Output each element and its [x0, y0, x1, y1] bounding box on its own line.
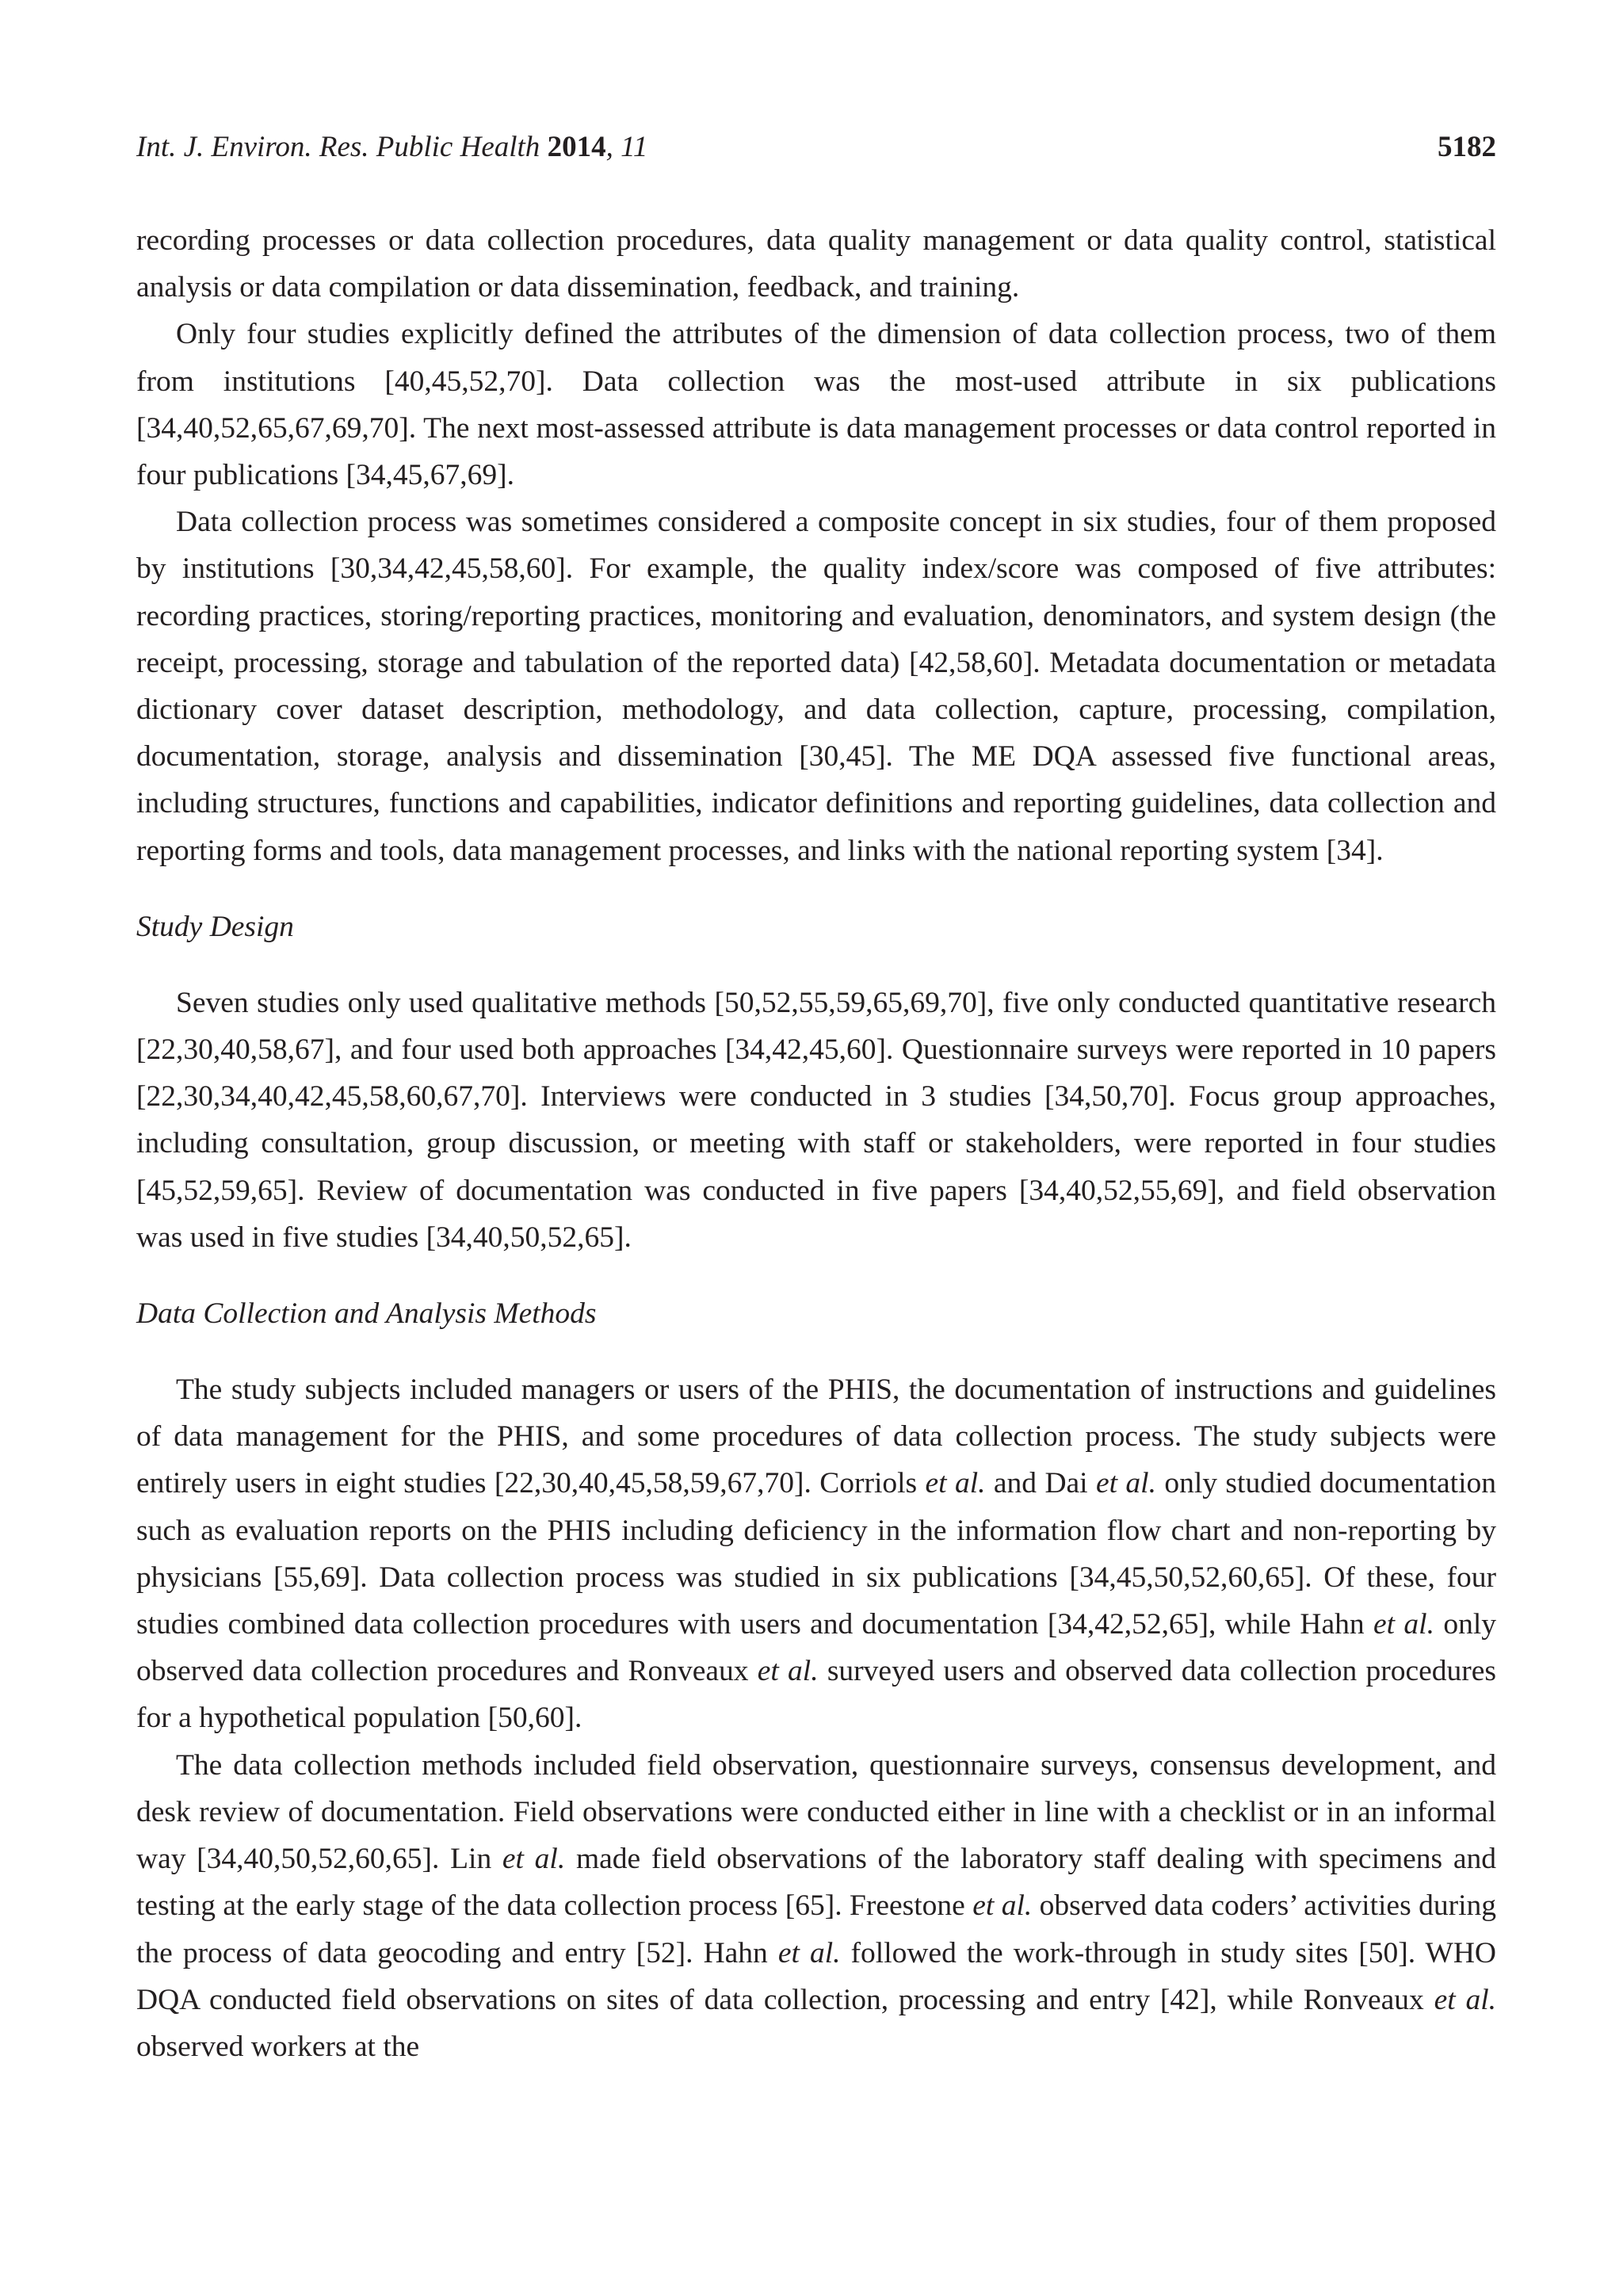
text-segment: only studied documentation such as evaluation reports on the PHIS including deficiency in the information flow chart and non-reporting by physicians [55,69]. Data collection process was studied in six publications [34,45,50,52,60,65]. Of these, four studies combined data collection procedures with users and documentation [34,42,52,65], while Hahn — [136, 1467, 1496, 1641]
paragraph-continuation: recording processes or data collection procedures, data quality management or data quality control, statistical analysis or data compilation or data dissemination, feedback, and training. — [136, 224, 1496, 304]
et-al-text: et al. — [925, 1467, 986, 1500]
text-segment: observed data coders’ activities during the process of data geocoding and entry [52]. Hahn — [136, 1889, 1496, 1969]
et-al-text: et al. — [1095, 1467, 1156, 1500]
et-al-text: et al. — [777, 1936, 841, 1969]
page-number: 5182 — [1438, 131, 1496, 163]
text-segment: and Dai — [985, 1467, 1096, 1500]
et-al-text: et al. — [502, 1843, 566, 1876]
text-segment: observed workers at the — [136, 2030, 420, 2063]
et-al-text: et al. — [1434, 1983, 1496, 2016]
paragraph-composite-concept: Data collection process was sometimes considered a composite concept in six studies, four of them proposed by institutions [30,34,42,45,58,60]. For example, the quality index/score was composed of five attributes: recording practices, storing/reporting practices, monitoring and evaluation, denominators, and system design (the receipt, processing, storage and tabulation of the reported data) [42,58,60]. Metadata documentation or metadata dictionary cover dataset description, methodology, and data collection, capture, processing, compilation, documentation, storage, analysis and dissemination [30,45]. The ME DQA assessed five functional areas, including structures, functions and capabilities, indicator definitions and reporting guidelines, data collection and reporting forms and tools, data management processes, and links with the national reporting system [34]. — [136, 506, 1496, 867]
paragraph-collection-methods — [136, 1742, 1496, 2070]
paragraph-attributes: Only four studies explicitly defined the attributes of the dimension of data collection process, two of them from institutions [40,45,52,70]. Data collection was the most-used attribute in six publications [34,40,52,65,67,69,70]. The next most-assessed attribute is data management processes or data control reported in four publications [34,45,67,69]. — [136, 318, 1496, 492]
text-segment: only observed data collection procedures and Ronveaux — [136, 1608, 1497, 1688]
et-al-text: et al. — [757, 1655, 819, 1688]
text-segment: made field observations of the laboratory staff dealing with specimens and testing at the early stage of the data collection process [65]. Freestone — [136, 1843, 1497, 1923]
running-header — [136, 119, 1496, 176]
journal-citation: Int. J. Environ. Res. Public Health 2014, 11 — [136, 131, 648, 163]
journal-year: 2014 — [547, 131, 606, 163]
text-segment: The study subjects included managers or users of the PHIS, the documentation of instructions and guidelines of data management for the PHIS, and some procedures of data collection process. The study subjects were entirely users in eight studies [22,30,40,45,58,59,67,70]. Corriols — [136, 1373, 1496, 1500]
text-segment: The data collection methods included field observation, questionnaire surveys, consensus development, and desk review of documentation. Field observations were conducted either in line with a checklist or in an informal way [34,40,50,52,60,65]. Lin — [136, 1748, 1496, 1876]
text-segment: followed the work-through in study sites [50]. WHO DQA conducted field observations on sites of data collection, processing and entry [42], while Ronveaux — [136, 1936, 1496, 2016]
journal-volume: 11 — [621, 131, 648, 163]
journal-page — [136, 119, 1496, 2070]
paragraph-study-subjects — [136, 1366, 1496, 1742]
paragraph-study-design: Seven studies only used qualitative methods [50,52,55,59,65,69,70], five only conducted quantitative research [22,30,40,58,67], and four used both approaches [34,42,45,60]. Questionnaire surveys were reported in 10 papers [22,30,34,40,42,45,58,60,67,70]. Interviews were conducted in 3 studies [34,50,70]. Focus group approaches, including consultation, group discussion, or meeting with staff or stakeholders, were reported in four studies [45,52,59,65]. Review of documentation was conducted in five papers [34,40,52,55,69], and field observation was used in five studies [34,40,50,52,65]. — [136, 986, 1496, 1254]
et-al-text: et al. — [972, 1889, 1033, 1923]
journal-title: Int. J. Environ. Res. Public Health — [136, 131, 540, 163]
section-heading-study-design: Study Design — [136, 910, 294, 943]
text-segment: surveyed users and observed data collection procedures for a hypothetical population [50,60]. — [136, 1655, 1496, 1735]
section-heading-methods: Data Collection and Analysis Methods — [136, 1297, 597, 1331]
article-body — [136, 217, 1496, 2070]
et-al-text: et al. — [1373, 1608, 1434, 1641]
